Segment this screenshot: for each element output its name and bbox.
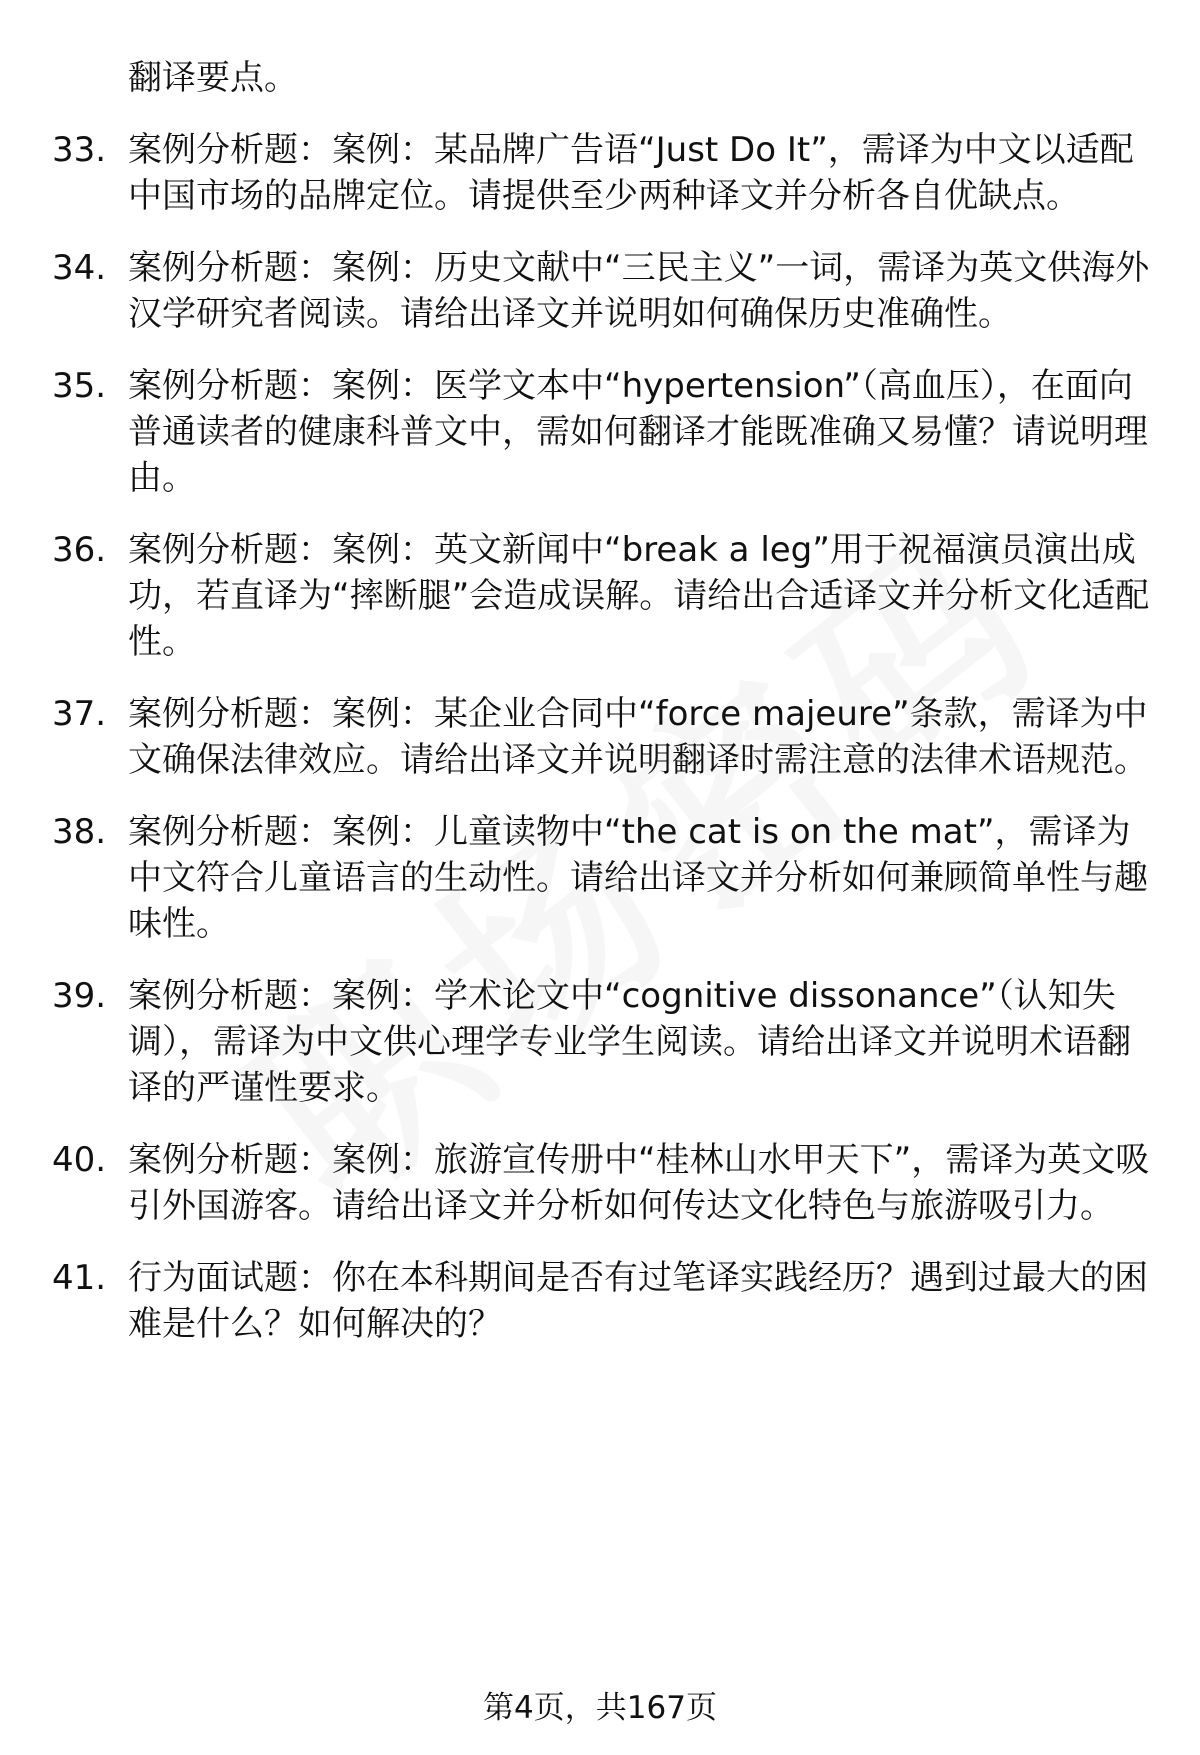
question-number: 40. <box>52 1140 107 1180</box>
page-footer: 第4页，共167页 <box>483 1690 717 1726</box>
question-text: 案例分析题：案例：旅游宣传册中“桂林山水甲天下”，需译为英文吸引外国游客。请给出译文并分析如何传达文化特色与旅游吸引力。 <box>128 1140 1150 1226</box>
question-item-37 <box>0 691 1200 783</box>
question-text: 案例分析题：案例：某企业合同中“force majeure”条款，需译为中文确保法律效应。请给出译文并说明翻译时需注意的法律术语规范。 <box>128 694 1148 780</box>
question-number: 36. <box>52 530 107 570</box>
question-number: 38. <box>52 812 107 852</box>
question-number: 41. <box>52 1258 107 1298</box>
question-text: 行为面试题：你在本科期间是否有过笔译实践经历？遇到过最大的困难是什么？如何解决的？ <box>128 1258 1148 1344</box>
question-item-38 <box>0 809 1200 947</box>
question-item-35 <box>0 363 1200 501</box>
question-text: 案例分析题：案例：历史文献中“三民主义”一词，需译为英文供海外汉学研究者阅读。请给出译文并说明如何确保历史准确性。 <box>128 248 1150 334</box>
question-text: 案例分析题：案例：英文新闻中“break a leg”用于祝福演员演出成功，若直译为“摔断腿”会造成误解。请给出合适译文并分析文化适配性。 <box>128 530 1150 662</box>
continued-text: 翻译要点。 <box>128 58 298 98</box>
question-item-41 <box>0 1255 1200 1347</box>
question-list <box>0 55 1200 1347</box>
question-item-40 <box>0 1137 1200 1229</box>
question-item-34 <box>0 245 1200 337</box>
question-item-36 <box>0 527 1200 665</box>
question-item-33 <box>0 127 1200 219</box>
question-text: 案例分析题：案例：某品牌广告语“Just Do It”，需译为中文以适配中国市场的品牌定位。请提供至少两种译文并分析各自优缺点。 <box>128 130 1134 216</box>
question-text: 案例分析题：案例：学术论文中“cognitive dissonance”（认知失调），需译为中文供心理学专业学生阅读。请给出译文并说明术语翻译的严谨性要求。 <box>128 976 1131 1108</box>
question-number: 33. <box>52 130 107 170</box>
question-text: 案例分析题：案例：儿童读物中“the cat is on the mat”，需译为中文符合儿童语言的生动性。请给出译文并分析如何兼顾简单性与趣味性。 <box>128 812 1148 944</box>
question-number: 34. <box>52 248 107 288</box>
question-number: 35. <box>52 366 107 406</box>
question-number: 37. <box>52 694 107 734</box>
question-item-39 <box>0 973 1200 1111</box>
question-text: 案例分析题：案例：医学文本中“hypertension”（高血压），在面向普通读者的健康科普文中，需如何翻译才能既准确又易懂？请说明理由。 <box>128 366 1148 498</box>
question-number: 39. <box>52 976 107 1016</box>
